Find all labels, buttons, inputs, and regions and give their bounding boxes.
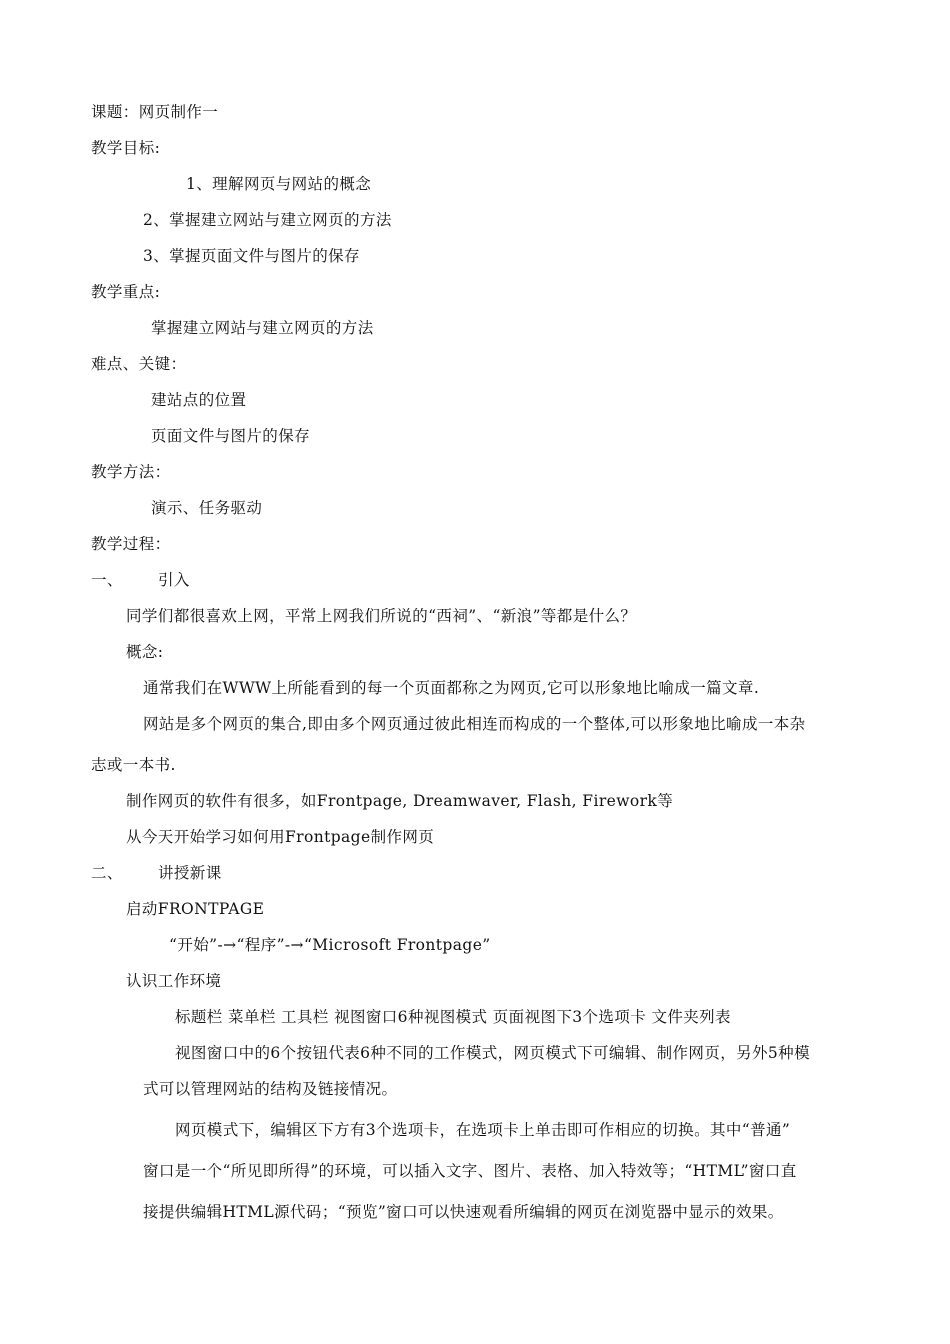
concept-website-line-1: 网站是多个网页的集合,即由多个网页通过彼此相连而构成的一个整体,可以形象地比喻成一本杂	[143, 715, 806, 733]
key-point: 掌握建立网站与建立网页的方法	[151, 319, 374, 337]
today-line: 从今天开始学习如何用Frontpage制作网页	[126, 828, 435, 846]
tabs-para-line-3: 接提供编辑HTML源代码；“预览”窗口可以快速观看所编辑的网页在浏览器中显示的效果。	[143, 1203, 784, 1221]
section-1-number: 一、	[91, 571, 123, 589]
goal-2: 2、掌握建立网站与建立网页的方法	[143, 211, 392, 229]
view-para-line-2: 式可以管理网站的结构及链接情况。	[143, 1080, 398, 1098]
goal-1: 1、理解网页与网站的概念	[186, 175, 372, 193]
section-2-number: 二、	[91, 864, 123, 882]
start-heading: 启动FRONTPAGE	[126, 900, 265, 918]
view-para-line-1: 视图窗口中的6个按钮代表6种不同的工作模式，网页模式下可编辑、制作网页，另外5种模	[175, 1044, 810, 1062]
intro-question: 同学们都很喜欢上网，平常上网我们所说的“西祠”、“新浪”等都是什么？	[126, 607, 637, 625]
goals-heading: 教学目标:	[91, 139, 161, 157]
section-1-title: 引入	[158, 571, 190, 589]
methods: 演示、任务驱动	[151, 499, 263, 517]
start-path: “开始”-→“程序”-→“Microsoft Frontpage”	[169, 936, 491, 954]
concept-website-line-2: 志或一本书.	[91, 756, 176, 774]
methods-heading: 教学方法：	[91, 463, 171, 481]
tabs-para-line-2: 窗口是一个“所见即所得”的环境，可以插入文字、图片、表格、加入特效等；“HTML”窗口直	[143, 1162, 797, 1180]
concept-label: 概念:	[126, 643, 164, 661]
env-heading: 认识工作环境	[126, 972, 222, 990]
key-points-heading: 教学重点:	[91, 283, 161, 301]
env-items: 标题栏 菜单栏 工具栏 视图窗口6种视图模式 页面视图下3个选项卡 文件夹列表	[175, 1008, 731, 1026]
section-2-title: 讲授新课	[158, 864, 222, 882]
difficulty-1: 建站点的位置	[151, 391, 247, 409]
process-heading: 教学过程：	[91, 535, 171, 553]
difficulties-heading: 难点、关键：	[91, 355, 187, 373]
tabs-para-line-1: 网页模式下，编辑区下方有3个选项卡，在选项卡上单击即可作相应的切换。其中“普通”	[175, 1121, 791, 1139]
concept-webpage: 通常我们在WWW上所能看到的每一个页面都称之为网页,它可以形象地比喻成一篇文章.	[143, 679, 760, 697]
difficulty-2: 页面文件与图片的保存	[151, 427, 311, 445]
software-list: 制作网页的软件有很多，如Frontpage, Dreamwaver, Flash, Firework等	[126, 792, 674, 810]
lesson-topic: 课题：网页制作一	[91, 103, 219, 121]
goal-3: 3、掌握页面文件与图片的保存	[143, 247, 360, 265]
